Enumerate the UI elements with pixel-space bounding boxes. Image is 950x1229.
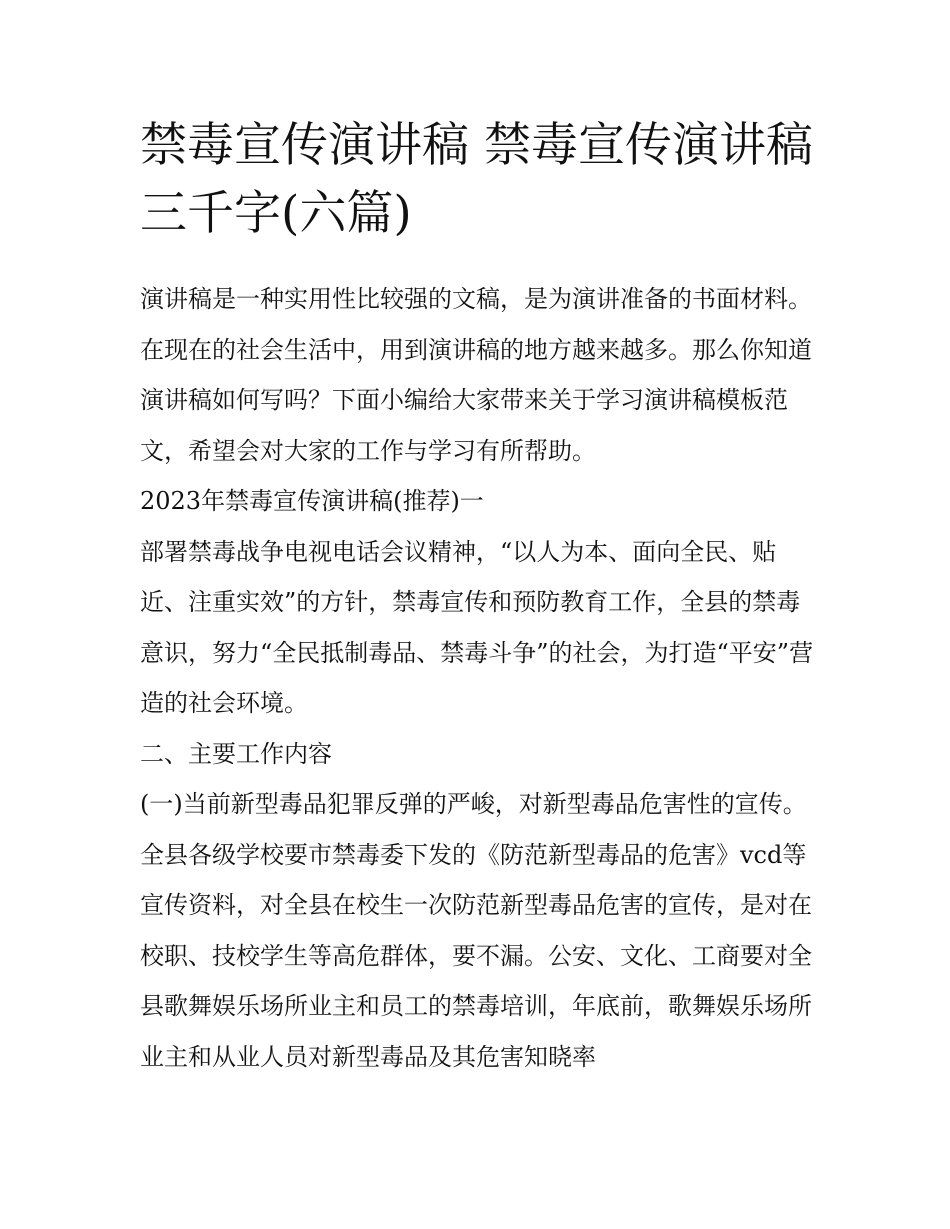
- section-heading: 2023年禁毒宣传演讲稿(推荐)一: [140, 487, 484, 515]
- body-paragraph: 部署禁毒战争电视电话会议精神，“以人为本、面向全民、贴近、注重实效”的方针，禁毒宣传和预防教育工作，全县的禁毒意识，努力“全民抵制毒品、禁毒斗争”的社会，为打造“平安”营造的社会环境。: [140, 537, 814, 717]
- section-heading: 二、主要工作内容: [140, 739, 332, 768]
- document-title: 禁毒宣传演讲稿 禁毒宣传演讲稿三千字(六篇): [140, 118, 813, 241]
- intro-paragraph: 演讲稿是一种实用性比较强的文稿，是为演讲准备的书面材料。在现在的社会生活中，用到演讲稿的地方越来越多。那么你知道演讲稿如何写吗？下面小编给大家带来关于学习演讲稿模板范文，希望会对大家的工作与学习有所帮助。: [140, 285, 812, 465]
- document-body: [140, 274, 816, 1082]
- body-paragraph: (一)当前新型毒品犯罪反弹的严峻，对新型毒品危害性的宣传。全县各级学校要市禁毒委下发的《防范新型毒品的危害》vcd等宣传资料，对全县在校生一次防范新型毒品危害的宣传，是对在校职、技校学生等高危群体，要不漏。公安、文化、工商要对全县歌舞娱乐场所业主和员工的禁毒培训，年底前，歌舞娱乐场所业主和从业人员对新型毒品及其危害知晓率: [140, 790, 812, 1071]
